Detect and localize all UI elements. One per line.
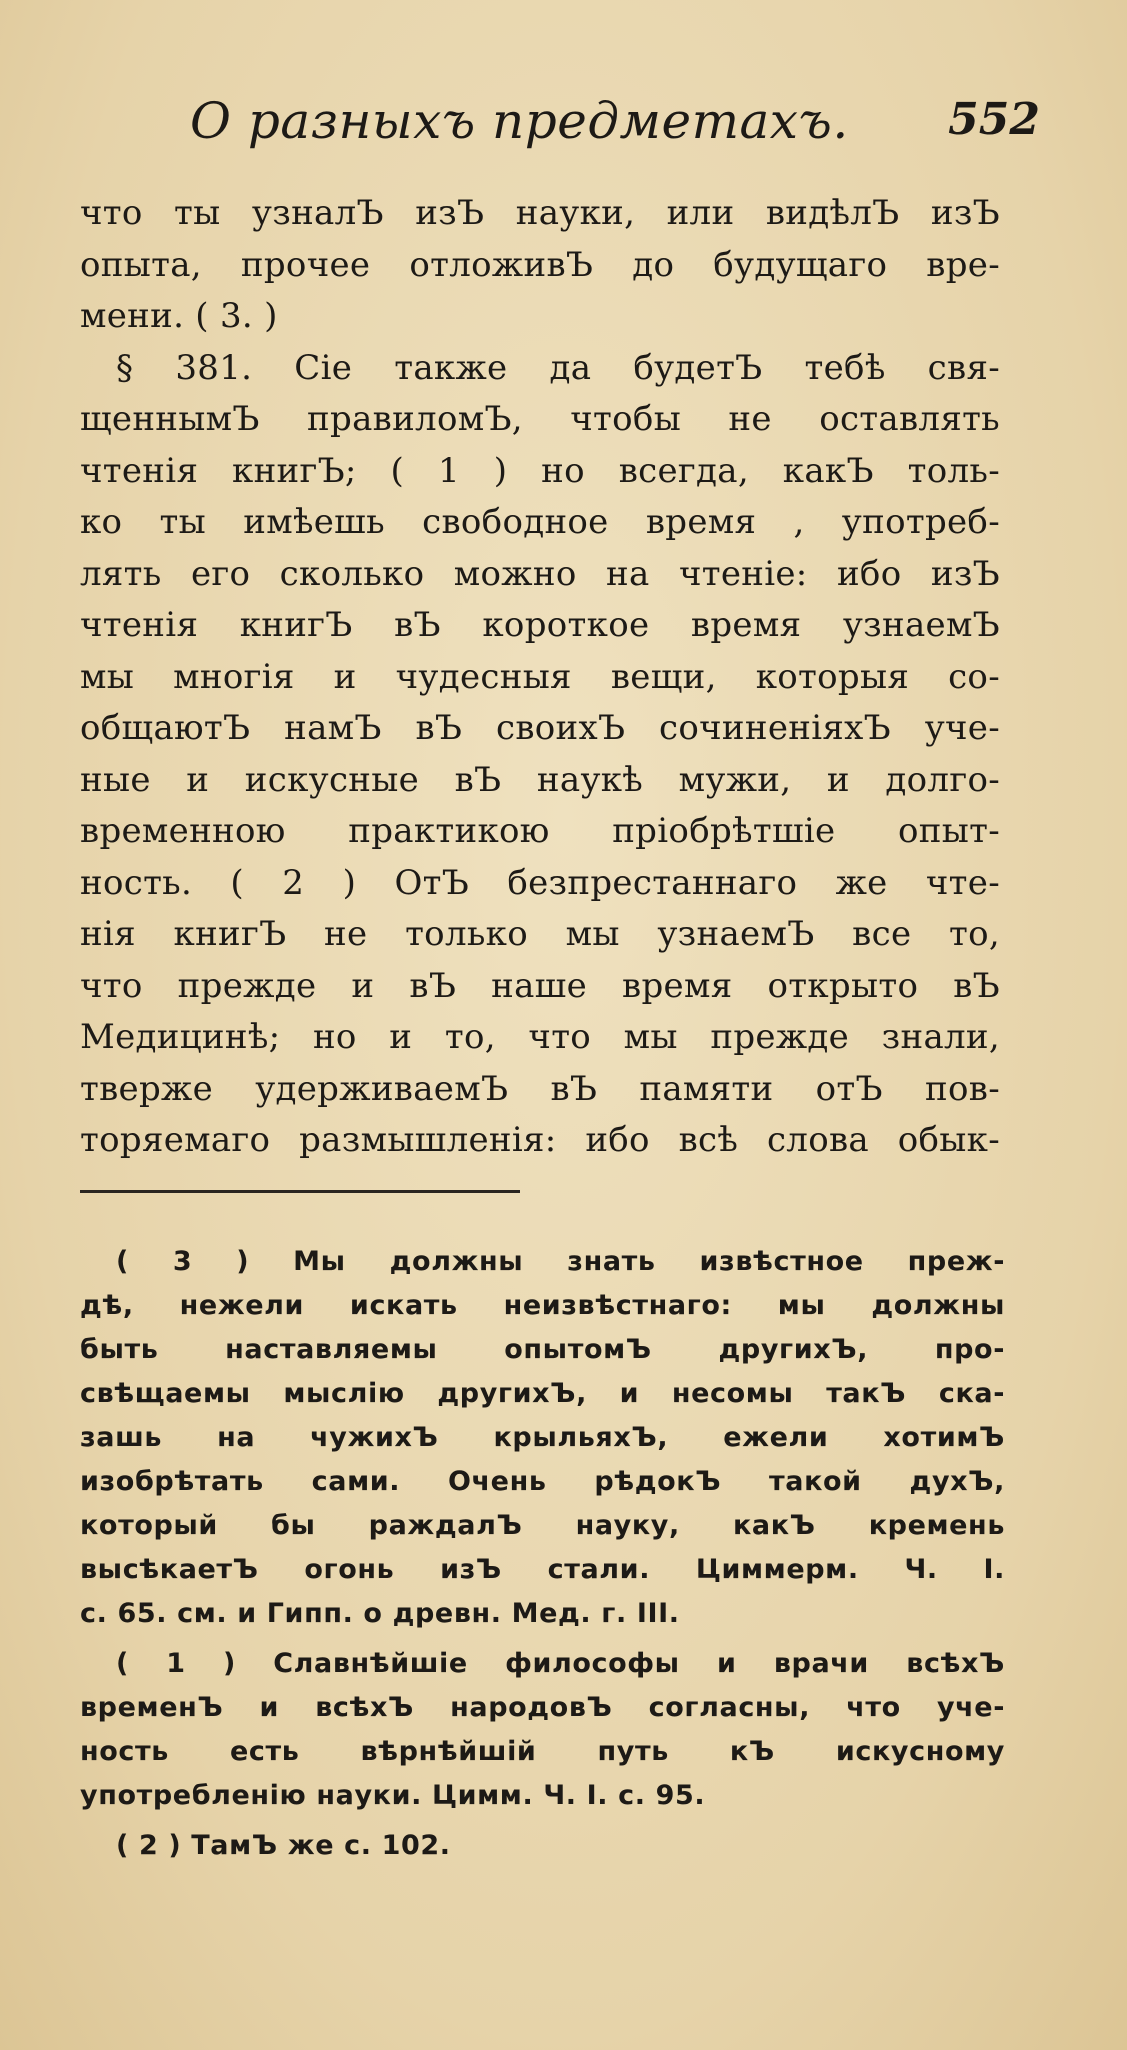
text-line: лять его сколько можно на чтеніе: ибо изЪ [80,553,1000,594]
page-header [190,92,1040,162]
footnote-3-line: ( 3 ) Мы должны знать извѣстное преж- [116,1246,1005,1277]
text-line: что ты узналЪ изЪ науки, или видѣлЪ изЪ [80,193,1000,233]
footnote-3-line: изобрѣтать сами. Очень рѣдокЪ такой духЪ, [80,1466,1005,1497]
text-line: ко ты имѣешь свободное время , употреб- [80,502,1000,542]
text-line: мени. ( 3. ) [80,296,278,336]
text-line: мы многія и чудесныя вещи, которыя со- [80,656,1000,697]
page-number: 552 [948,94,1040,145]
footnote-1-line: ( 1 ) Славнѣйшіе философы и врачи всѣхЪ [116,1648,1005,1679]
text-line: нія книгЪ не только мы узнаемЪ все то, [80,914,1000,954]
section-381-start: § 381. Сіе также да будетЪ тебѣ свя- [116,347,1000,388]
footnote-1-line: ность есть вѣрнѣйшій путь кЪ искусному [80,1736,1005,1767]
footnote-3-line: с. 65. см. и Гипп. о древн. Мед. г. III. [80,1598,680,1629]
text-line: тверже удерживаемЪ вЪ памяти отЪ пов- [80,1068,1000,1109]
text-line: опыта, прочее отложивЪ до будущаго вре- [80,244,1000,285]
text-line: что прежде и вЪ наше время открыто вЪ [80,965,1000,1006]
footnote-3-line: свѣщаемы мыслію другихЪ, и несомы такЪ ска- [80,1378,1005,1409]
footnotes [80,1240,1005,1868]
main-text [80,188,1000,1167]
text-line: торяемаго размышленія: ибо всѣ слова обык- [80,1120,1000,1160]
text-line: ность. ( 2 ) ОтЪ безпрестаннаго же чте- [80,862,1000,903]
text-line: общаютЪ намЪ вЪ своихЪ сочиненіяхЪ уче- [80,708,1000,748]
text-line: ные и искусные вЪ наукѣ мужи, и долго- [80,759,1000,800]
text-line: временною практикою пріобрѣтшіе опыт- [80,811,1000,851]
footnote-3-line: быть наставляемы опытомЪ другихЪ, про- [80,1334,1005,1365]
text-line: чтенія книгЪ вЪ короткое время узнаемЪ [80,605,1000,645]
footnote-1-line: временЪ и всѣхЪ народовЪ согласны, что уче- [80,1692,1005,1723]
footnote-3-line: зашь на чужихЪ крыльяхЪ, ежели хотимЪ [80,1422,1005,1453]
text-line: Медицинѣ; но и то, что мы прежде знали, [80,1017,1000,1057]
running-title: О разныхъ предметахъ. [190,92,849,150]
footnote-divider [80,1190,520,1193]
footnote-3-line: дѣ, нежели искать неизвѣстнаго: мы должны [80,1290,1005,1321]
footnote-3-line: который бы раждалЪ науку, какЪ кремень [80,1510,1005,1541]
footnote-3-line: высѣкаетЪ огонь изЪ стали. Циммерм. Ч. I. [80,1554,1005,1585]
text-line: щеннымЪ правиломЪ, чтобы не оставлять [80,399,1000,439]
footnote-1-line: употребленію науки. Цимм. Ч. I. с. 95. [80,1780,706,1811]
footnote-2-line: ( 2 ) ТамЪ же с. 102. [116,1830,451,1861]
text-line: чтенія книгЪ; ( 1 ) но всегда, какЪ толь- [80,450,1000,491]
